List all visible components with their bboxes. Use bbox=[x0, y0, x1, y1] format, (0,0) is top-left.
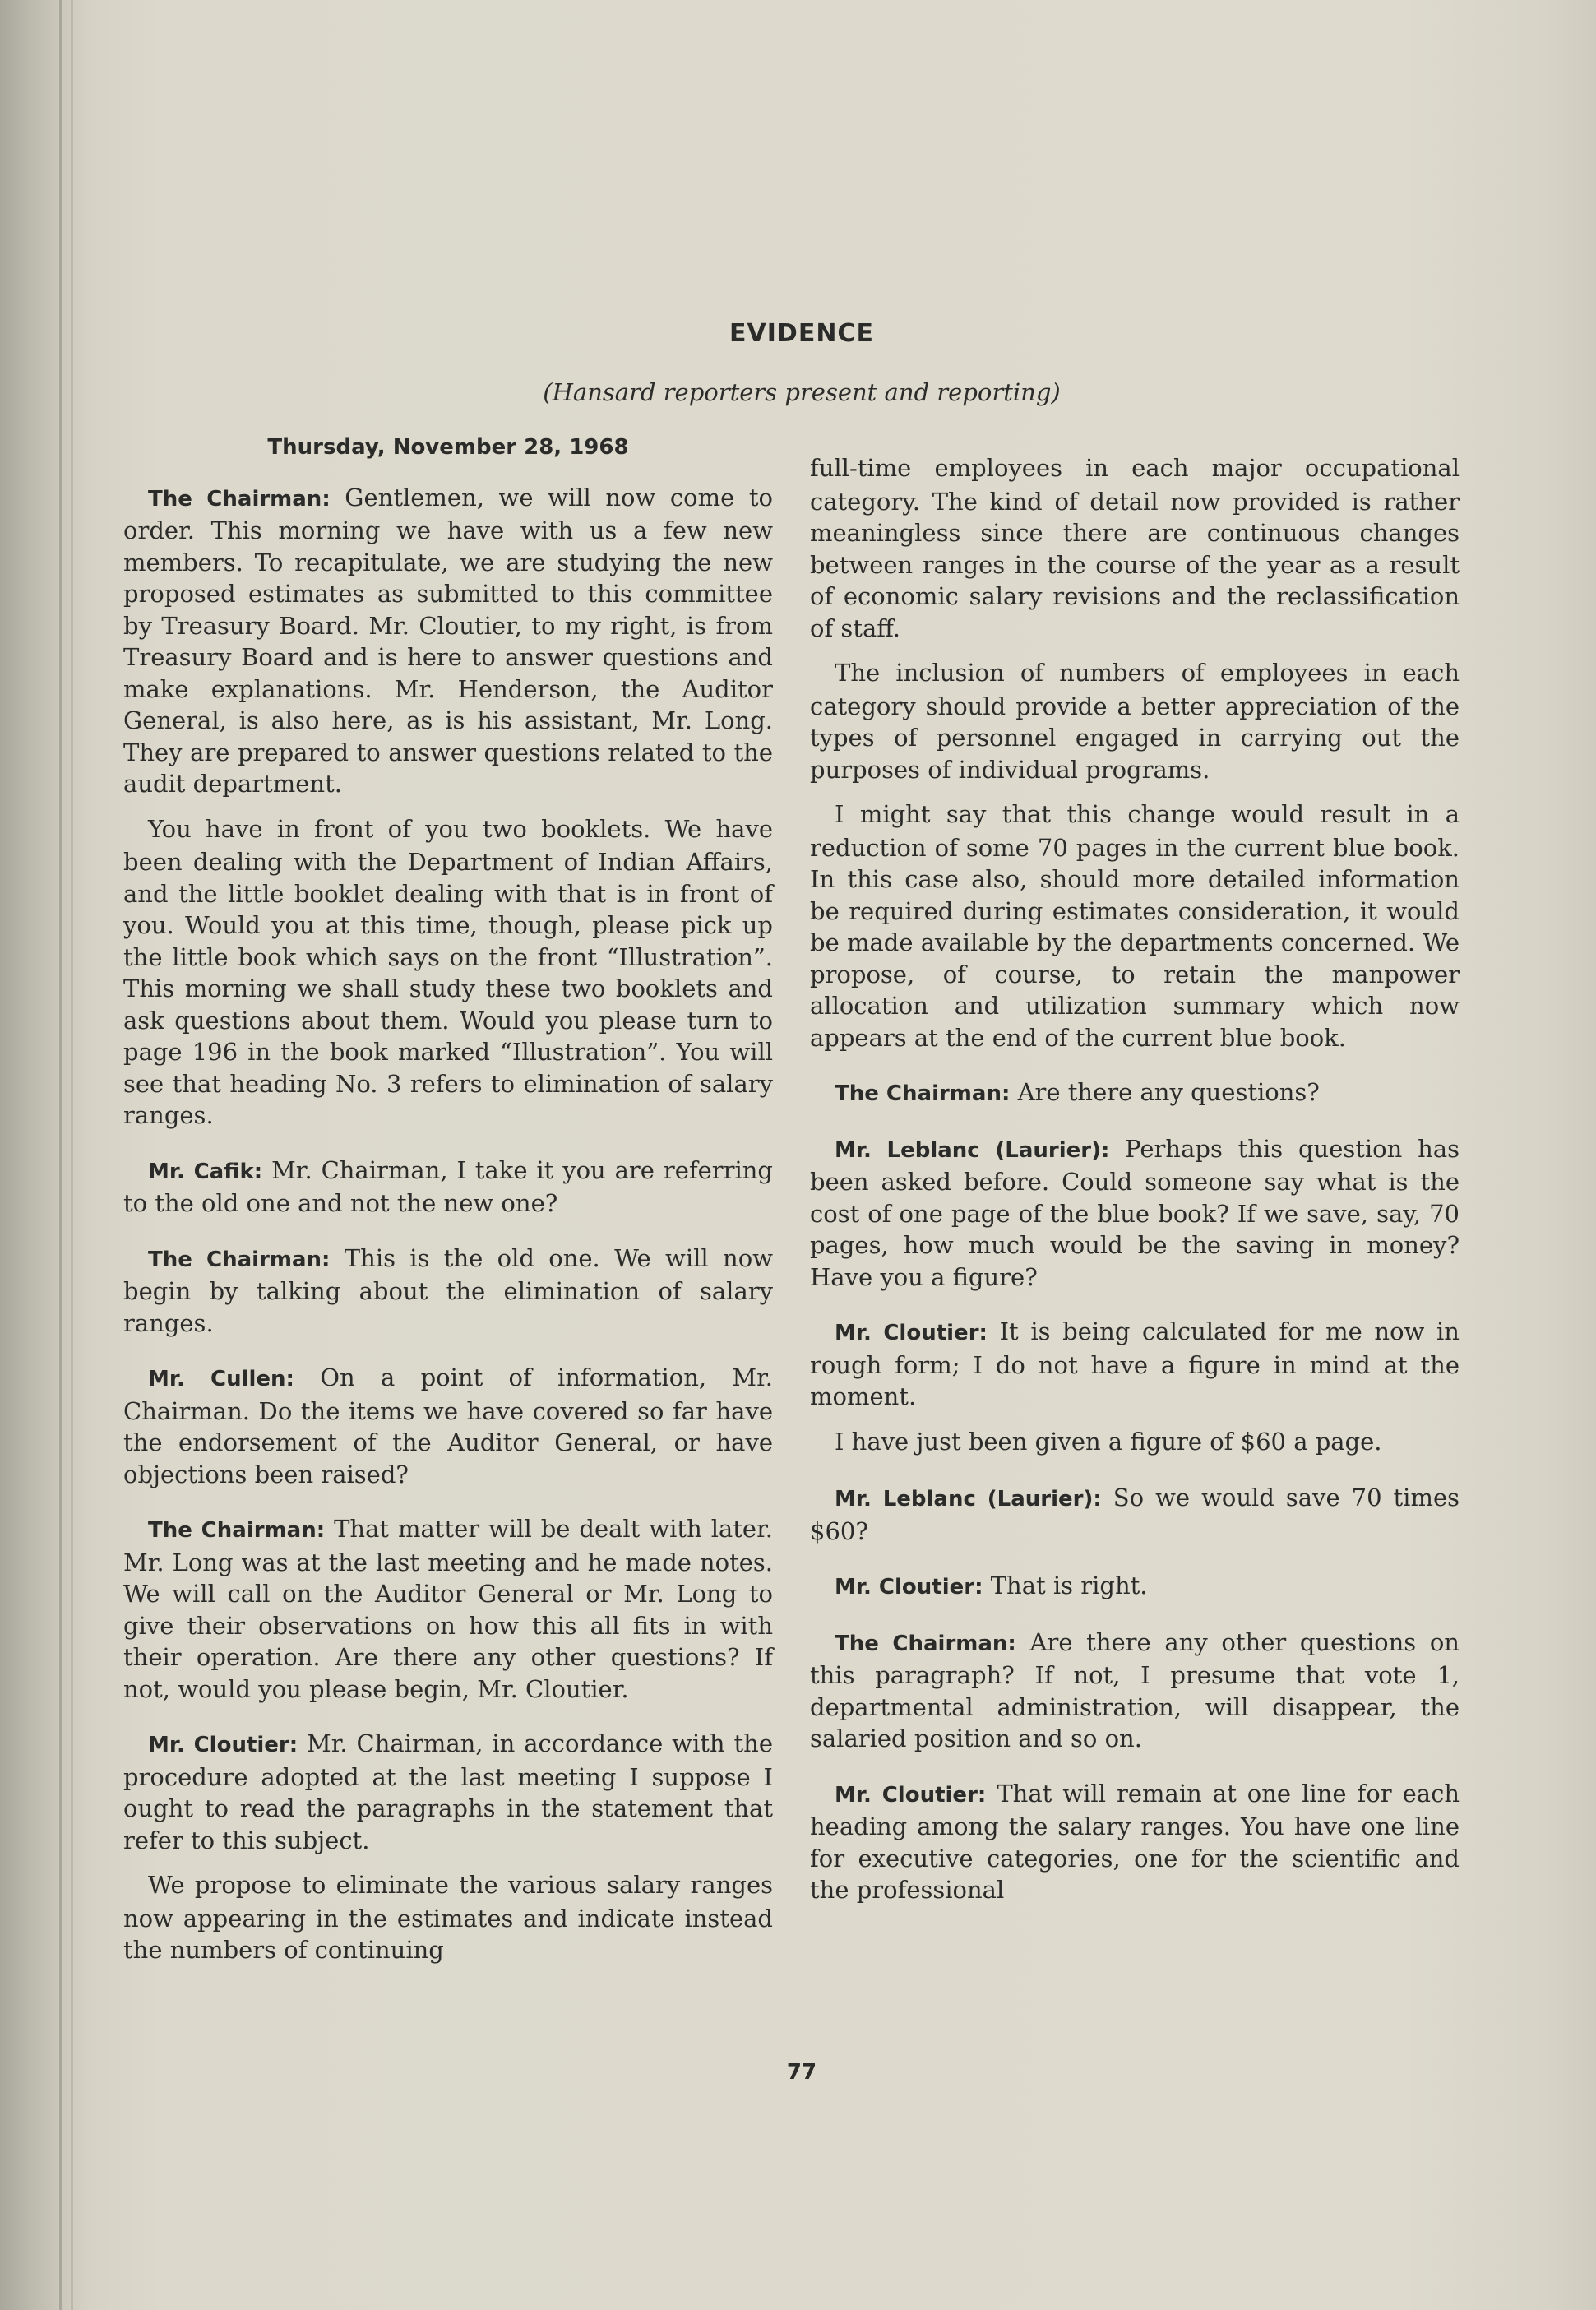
paragraph-text: That matter will be dealt with later. Mr. Long was at the last meeting and he made notes. We will call on the Auditor General or Mr. Long to give their observations on how this all fits in with their operation. Are there any other questions? If not, would you please begin, Mr. Cloutier. bbox=[123, 1515, 773, 1703]
paragraph-text: This is the old one. We will now begin by talking about the elimination of salary ranges. bbox=[123, 1243, 773, 1337]
speaker-name: Mr. Cloutier: bbox=[835, 1575, 983, 1599]
paragraph bbox=[810, 452, 1460, 644]
paragraph bbox=[810, 1482, 1460, 1547]
paragraph-text: That is right. bbox=[983, 1572, 1148, 1599]
paragraph-text: That will remain at one line for each heading among the salary ranges. You have one line for executive categories, one for the scientific and the professional bbox=[810, 1779, 1460, 1904]
paragraph bbox=[810, 1570, 1460, 1604]
speaker-name: The Chairman: bbox=[148, 1247, 331, 1272]
document-page bbox=[123, 312, 1480, 2220]
speaker-name: Mr. Cloutier: bbox=[148, 1733, 298, 1757]
paragraph-text: It is being calculated for me now in rough form; I do not have a figure in mind at the moment. bbox=[810, 1317, 1460, 1410]
paragraph bbox=[810, 1316, 1460, 1413]
paragraph bbox=[123, 1243, 773, 1340]
paragraph-text: Are there any questions? bbox=[1010, 1078, 1320, 1106]
paragraph bbox=[810, 657, 1460, 785]
paragraph-text: I might say that this change would result in a reduction of some 70 pages in the current blue book. In this case also, should more detailed information be required during estimates consideration, it would be made available by the departments concerned. We propose, of course, to retain the manpower allocation and utilization summary which now appears at the end of the current blue book. bbox=[810, 800, 1460, 1052]
speaker-name: The Chairman: bbox=[835, 1631, 1016, 1656]
paragraph-text: Gentlemen, we will now come to order. This morning we have with us a few new members. To recapitulate, we are studying the new proposed estimates as submitted to this committee by Treasury Board. Mr. Cloutier, to my right, is from Treasury Board and is here to answer questions and make explanations. Mr. Henderson, the Auditor General, is also here, as is his assistant, Mr. Long. They are prepared to answer questions related to the audit department. bbox=[123, 483, 773, 798]
binding-gutter-line bbox=[59, 0, 62, 2310]
paragraph bbox=[810, 799, 1460, 1053]
speaker-name: Mr. Cloutier: bbox=[835, 1782, 987, 1808]
page-heading: EVIDENCE bbox=[729, 319, 874, 348]
speaker-name: Mr. Cullen: bbox=[148, 1367, 294, 1391]
meeting-date: Thursday, November 28, 1968 bbox=[267, 435, 629, 460]
paragraph bbox=[810, 1627, 1460, 1755]
paragraph-text: I have just been given a figure of $60 a page. bbox=[835, 1427, 1382, 1456]
paragraph-text: On a point of information, Mr. Chairman. Do the items we have covered so far have the endorsement of the Auditor General, or have objections been raised? bbox=[123, 1363, 774, 1488]
binding-gutter-line bbox=[71, 0, 73, 2310]
speaker-name: The Chairman: bbox=[148, 1518, 326, 1543]
paragraph-text: Mr. Chairman, I take it you are referring to the old one and not the new one? bbox=[123, 1155, 773, 1217]
paragraph bbox=[123, 1155, 773, 1220]
page-number: 77 bbox=[786, 2060, 817, 2085]
speaker-name: Mr. Cloutier: bbox=[835, 1321, 988, 1345]
speaker-name: Mr. Cafik: bbox=[148, 1159, 263, 1184]
left-column bbox=[123, 432, 773, 1979]
right-column bbox=[810, 452, 1460, 1919]
speaker-name: Mr. Leblanc (Laurier): bbox=[835, 1137, 1110, 1163]
paragraph-text: Mr. Chairman, in accordance with the procedure adopted at the last meeting I suppose I ought to read the paragraphs in the statement that refer to this subject. bbox=[123, 1729, 773, 1854]
paragraph bbox=[123, 813, 773, 1132]
paragraph bbox=[810, 1778, 1460, 1906]
paragraph-text: Perhaps this question has been asked before. Could someone say what is the cost of one page of the blue book? If we save, say, 70 pages, how much would be the saving in money? Have you a figure? bbox=[810, 1134, 1460, 1291]
speaker-name: Mr. Leblanc (Laurier): bbox=[835, 1487, 1102, 1511]
paragraph-text: The inclusion of numbers of employees in each category should provide a better appreciation of the types of personnel engaged in carrying out the purposes of individual programs. bbox=[810, 659, 1460, 784]
paragraph bbox=[123, 1362, 773, 1490]
paragraph-text: You have in front of you two booklets. We have been dealing with the Department of Indian Affairs, and the little booklet dealing with that is in front of you. Would you at this time, though, please pick up the little book which says on the front “Illustration”. This morning we shall study these two booklets and ask questions about them. Would you please turn to page 196 in the book marked “Illustration”. You will see that heading No. 3 refers to elimination of salary ranges. bbox=[123, 814, 773, 1129]
speaker-name: The Chairman: bbox=[148, 486, 331, 512]
paragraph bbox=[123, 1513, 773, 1705]
paragraph bbox=[810, 1076, 1460, 1110]
paragraph bbox=[810, 1133, 1460, 1294]
page-subheading: (Hansard reporters present and reporting) bbox=[543, 378, 1061, 406]
paragraph-text: Are there any other questions on this paragraph? If not, I presume that vote 1, departmental administration, will disappear, the salaried position and so on. bbox=[810, 1627, 1460, 1752]
paragraph-text: full-time employees in each major occupational category. The kind of detail now provided is rather meaningless since there are continuous changes between ranges in the course of the year as a result of economic salary revisions and the reclassification of staff. bbox=[810, 454, 1460, 642]
paragraph bbox=[123, 1728, 773, 1856]
paragraph bbox=[123, 1869, 773, 1966]
paragraph bbox=[810, 1426, 1460, 1460]
paragraph-text: We propose to eliminate the various salary ranges now appearing in the estimates and indicate instead the numbers of continuing bbox=[123, 1871, 773, 1964]
paragraph bbox=[123, 482, 773, 800]
paragraph-text: So we would save 70 times $60? bbox=[810, 1484, 1460, 1545]
speaker-name: The Chairman: bbox=[835, 1081, 1011, 1106]
